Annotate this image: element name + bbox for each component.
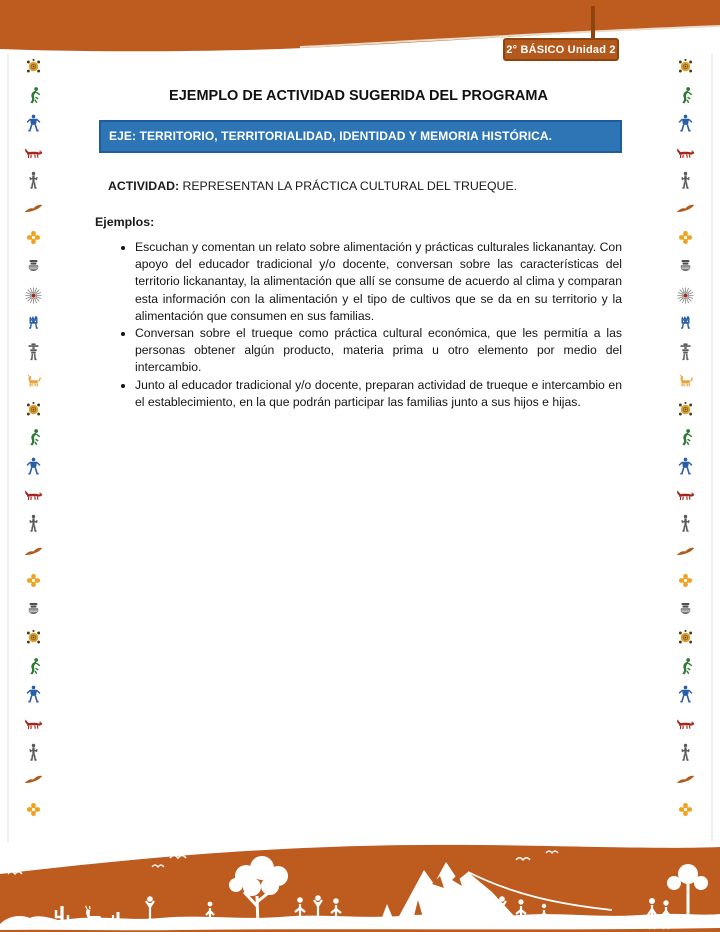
red-fox-icon — [24, 143, 43, 162]
sun-turtle-icon — [676, 628, 695, 647]
green-dancer-icon — [24, 428, 43, 447]
sun-star-icon — [24, 286, 43, 305]
list-item: • Junto al educador tradicional y/o docente, preparan actividad de trueque e intercambio en el establecimiento, en la que podrán participar las familias junto a sus hijos e hijas. — [135, 377, 622, 411]
gray-person-icon — [24, 743, 43, 762]
sun-turtle-icon — [676, 57, 695, 76]
hat-person-icon — [676, 343, 695, 362]
gray-person-icon — [24, 171, 43, 190]
blue-headdress-icon — [24, 314, 43, 333]
clay-pot-icon — [676, 257, 695, 276]
green-dancer-icon — [676, 428, 695, 447]
green-dancer-icon — [676, 657, 695, 676]
diamond-flower-icon — [676, 571, 695, 590]
diamond-flower-icon — [24, 571, 43, 590]
document-content — [95, 82, 622, 411]
examples-list — [95, 239, 622, 411]
blue-figure-icon — [24, 685, 43, 704]
blue-figure-icon — [24, 457, 43, 476]
clay-pot-icon — [676, 600, 695, 619]
sun-turtle-icon — [24, 400, 43, 419]
red-fox-icon — [676, 485, 695, 504]
green-dancer-icon — [676, 86, 695, 105]
list-item: • Conversan sobre el trueque como práctica cultural económica, que les permitía a las personas obtener algún producto, materia prima u otro elemento por medio del intercambio. — [135, 325, 622, 377]
badge-connector-line — [591, 6, 595, 42]
condor-icon — [24, 543, 43, 562]
clay-pot-icon — [24, 600, 43, 619]
blue-figure-icon — [676, 457, 695, 476]
clay-pot-icon — [24, 257, 43, 276]
red-fox-icon — [676, 143, 695, 162]
diamond-flower-icon — [24, 800, 43, 819]
condor-icon — [676, 771, 695, 790]
activity-line — [108, 179, 622, 193]
gray-person-icon — [676, 514, 695, 533]
activity-text: REPRESENTAN LA PRÁCTICA CULTURAL DEL TRUEQUE. — [179, 179, 518, 193]
activity-label: ACTIVIDAD: — [108, 179, 180, 193]
blue-figure-icon — [24, 114, 43, 133]
condor-icon — [676, 543, 695, 562]
unit-badge: 2° BÁSICO Unidad 2 — [503, 38, 619, 61]
page-title: EJEMPLO DE ACTIVIDAD SUGERIDA DEL PROGRAMA — [169, 88, 548, 104]
llama-icon — [676, 371, 695, 390]
left-icon-column — [20, 57, 46, 819]
sun-star-icon — [676, 286, 695, 305]
blue-headdress-icon — [676, 314, 695, 333]
red-fox-icon — [24, 714, 43, 733]
condor-icon — [24, 771, 43, 790]
gray-person-icon — [676, 171, 695, 190]
footer-landscape-art — [0, 840, 720, 932]
diamond-flower-icon — [676, 800, 695, 819]
page-edge-right — [711, 54, 713, 842]
page-edge-left — [7, 54, 9, 842]
eje-banner: EJE: TERRITORIO, TERRITORIALIDAD, IDENTIDAD Y MEMORIA HISTÓRICA. — [99, 120, 622, 153]
sun-turtle-icon — [676, 400, 695, 419]
green-dancer-icon — [24, 657, 43, 676]
sun-turtle-icon — [24, 628, 43, 647]
hat-person-icon — [24, 343, 43, 362]
diamond-flower-icon — [676, 228, 695, 247]
red-fox-icon — [24, 485, 43, 504]
right-icon-column — [672, 57, 698, 819]
gray-person-icon — [24, 514, 43, 533]
examples-label: Ejemplos: — [95, 215, 155, 229]
condor-icon — [24, 200, 43, 219]
llama-icon — [24, 371, 43, 390]
gray-person-icon — [676, 743, 695, 762]
condor-icon — [676, 200, 695, 219]
sun-turtle-icon — [24, 57, 43, 76]
diamond-flower-icon — [24, 228, 43, 247]
green-dancer-icon — [24, 86, 43, 105]
list-item: • Escuchan y comentan un relato sobre alimentación y prácticas culturales lickanantay. Con apoyo del educador tradicional y/o docente, conversan sobre las características del territorio lickanantay, la alimentación que allí se consume de acuerdo al clima y comparan esta información con la alimentación y el tipo de cultivos que se da en su territorio y la alimentación que consumen en sus familias. — [135, 239, 622, 325]
red-fox-icon — [676, 714, 695, 733]
blue-figure-icon — [676, 685, 695, 704]
blue-figure-icon — [676, 114, 695, 133]
